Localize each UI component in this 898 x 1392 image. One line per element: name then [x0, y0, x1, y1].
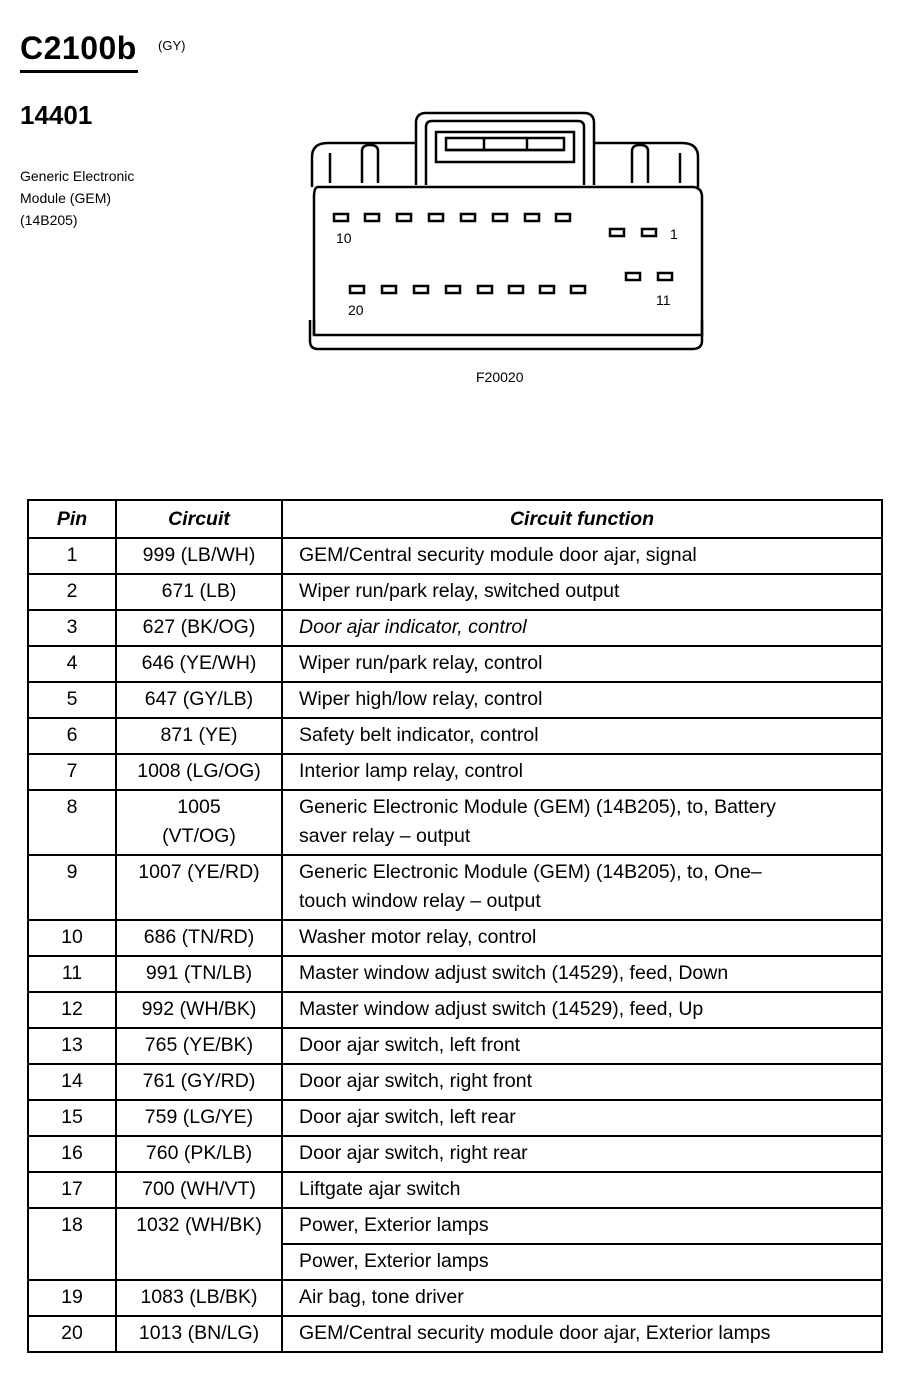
- function-cell: Wiper run/park relay, switched output: [282, 574, 882, 610]
- pin-cell: 11: [28, 956, 116, 992]
- pin-cell: 10: [28, 920, 116, 956]
- header-circuit: Circuit: [116, 500, 282, 538]
- circuit-cell: 1032 (WH/BK): [116, 1208, 282, 1280]
- pin-cell: 15: [28, 1100, 116, 1136]
- function-cell: Power, Exterior lamps: [282, 1208, 882, 1244]
- function-cell: Master window adjust switch (14529), feed, Down: [282, 956, 882, 992]
- function-cell: Liftgate ajar switch: [282, 1172, 882, 1208]
- circuit-line: (VT/OG): [162, 825, 236, 847]
- circuit-cell: 759 (LG/YE): [116, 1100, 282, 1136]
- pin-cell: 7: [28, 754, 116, 790]
- pin-cell: 17: [28, 1172, 116, 1208]
- pin-cell: 18: [28, 1208, 116, 1280]
- circuit-cell: 700 (WH/VT): [116, 1172, 282, 1208]
- table-row: [28, 646, 882, 682]
- table-row: [28, 682, 882, 718]
- table-row: [28, 1172, 882, 1208]
- table-row: [28, 1208, 882, 1244]
- pin-cell: 2: [28, 574, 116, 610]
- table-header-row: [28, 500, 882, 538]
- table-row: [28, 855, 882, 920]
- function-line: Generic Electronic Module (GEM) (14B205), to, One–: [299, 861, 762, 883]
- function-cell: Door ajar switch, right rear: [282, 1136, 882, 1172]
- table-row: [28, 574, 882, 610]
- function-cell: Master window adjust switch (14529), feed, Up: [282, 992, 882, 1028]
- module-desc-line: Module (GEM): [20, 190, 112, 206]
- pin-label-1: 1: [670, 226, 678, 242]
- circuit-line: 1005: [177, 796, 221, 818]
- pin-cell: 13: [28, 1028, 116, 1064]
- function-cell: Wiper high/low relay, control: [282, 682, 882, 718]
- circuit-cell: 761 (GY/RD): [116, 1064, 282, 1100]
- function-cell: Door ajar indicator, control: [282, 610, 882, 646]
- pin-label-20: 20: [348, 302, 364, 318]
- pin-cell: 20: [28, 1316, 116, 1352]
- table-row: [28, 754, 882, 790]
- pin-cell: 6: [28, 718, 116, 754]
- circuit-cell: 671 (LB): [116, 574, 282, 610]
- function-cell: Door ajar switch, left front: [282, 1028, 882, 1064]
- pin-cell: 14: [28, 1064, 116, 1100]
- circuit-cell: 1013 (BN/LG): [116, 1316, 282, 1352]
- function-cell: Door ajar switch, left rear: [282, 1100, 882, 1136]
- circuit-cell: 686 (TN/RD): [116, 920, 282, 956]
- part-number: 14401: [20, 100, 93, 130]
- figure-id: F20020: [476, 369, 524, 385]
- function-line: Generic Electronic Module (GEM) (14B205), to, Battery: [299, 796, 776, 818]
- function-cell: Wiper run/park relay, control: [282, 646, 882, 682]
- circuit-cell: 1083 (LB/BK): [116, 1280, 282, 1316]
- function-cell: Air bag, tone driver: [282, 1280, 882, 1316]
- circuit-cell: 1007 (YE/RD): [116, 855, 282, 920]
- circuit-cell: 871 (YE): [116, 718, 282, 754]
- pin-cell: 9: [28, 855, 116, 920]
- pin-cell: 5: [28, 682, 116, 718]
- function-line: touch window relay – output: [299, 890, 541, 912]
- function-cell: Door ajar switch, right front: [282, 1064, 882, 1100]
- connector-face-diagram: [300, 105, 710, 360]
- function-line: saver relay – output: [299, 825, 471, 847]
- table-row: [28, 538, 882, 574]
- pin-cell: 19: [28, 1280, 116, 1316]
- function-cell: Safety belt indicator, control: [282, 718, 882, 754]
- header-circuit-function: Circuit function: [282, 500, 882, 538]
- table-row: [28, 920, 882, 956]
- function-cell: Washer motor relay, control: [282, 920, 882, 956]
- circuit-cell: 627 (BK/OG): [116, 610, 282, 646]
- table-row: [28, 1280, 882, 1316]
- pin-cell: 3: [28, 610, 116, 646]
- circuit-cell: 991 (TN/LB): [116, 956, 282, 992]
- circuit-cell: 760 (PK/LB): [116, 1136, 282, 1172]
- title-underline: [20, 70, 138, 73]
- table-row: [28, 956, 882, 992]
- function-cell: GEM/Central security module door ajar, signal: [282, 538, 882, 574]
- circuit-cell: 765 (YE/BK): [116, 1028, 282, 1064]
- module-description: [20, 165, 134, 231]
- circuit-cell: 647 (GY/LB): [116, 682, 282, 718]
- table-row: [28, 790, 882, 855]
- module-desc-line: Generic Electronic: [20, 168, 135, 184]
- function-cell: GEM/Central security module door ajar, Exterior lamps: [282, 1316, 882, 1352]
- function-cell: Power, Exterior lamps: [282, 1244, 882, 1280]
- pin-cell: 4: [28, 646, 116, 682]
- table-row: [28, 1100, 882, 1136]
- table-row: [28, 992, 882, 1028]
- function-cell: [282, 790, 882, 855]
- circuit-cell: [116, 790, 282, 855]
- circuit-cell: 1008 (LG/OG): [116, 754, 282, 790]
- pin-cell: 12: [28, 992, 116, 1028]
- table-row: [28, 610, 882, 646]
- function-cell: Interior lamp relay, control: [282, 754, 882, 790]
- pin-table: [27, 499, 883, 1353]
- table-row: [28, 1316, 882, 1352]
- table-row: [28, 718, 882, 754]
- connector-color-code: (GY): [158, 38, 186, 53]
- circuit-cell: 992 (WH/BK): [116, 992, 282, 1028]
- pin-label-10: 10: [336, 230, 352, 246]
- pin-cell: 8: [28, 790, 116, 855]
- table-row: [28, 1064, 882, 1100]
- pin-cell: 16: [28, 1136, 116, 1172]
- module-desc-line: (14B205): [20, 212, 78, 228]
- pin-label-11: 11: [656, 292, 671, 308]
- connector-id: C2100b: [20, 30, 137, 66]
- pin-cell: 1: [28, 538, 116, 574]
- header-pin: Pin: [28, 500, 116, 538]
- table-row: [28, 1136, 882, 1172]
- function-cell: [282, 855, 882, 920]
- table-row: [28, 1028, 882, 1064]
- circuit-cell: 999 (LB/WH): [116, 538, 282, 574]
- circuit-cell: 646 (YE/WH): [116, 646, 282, 682]
